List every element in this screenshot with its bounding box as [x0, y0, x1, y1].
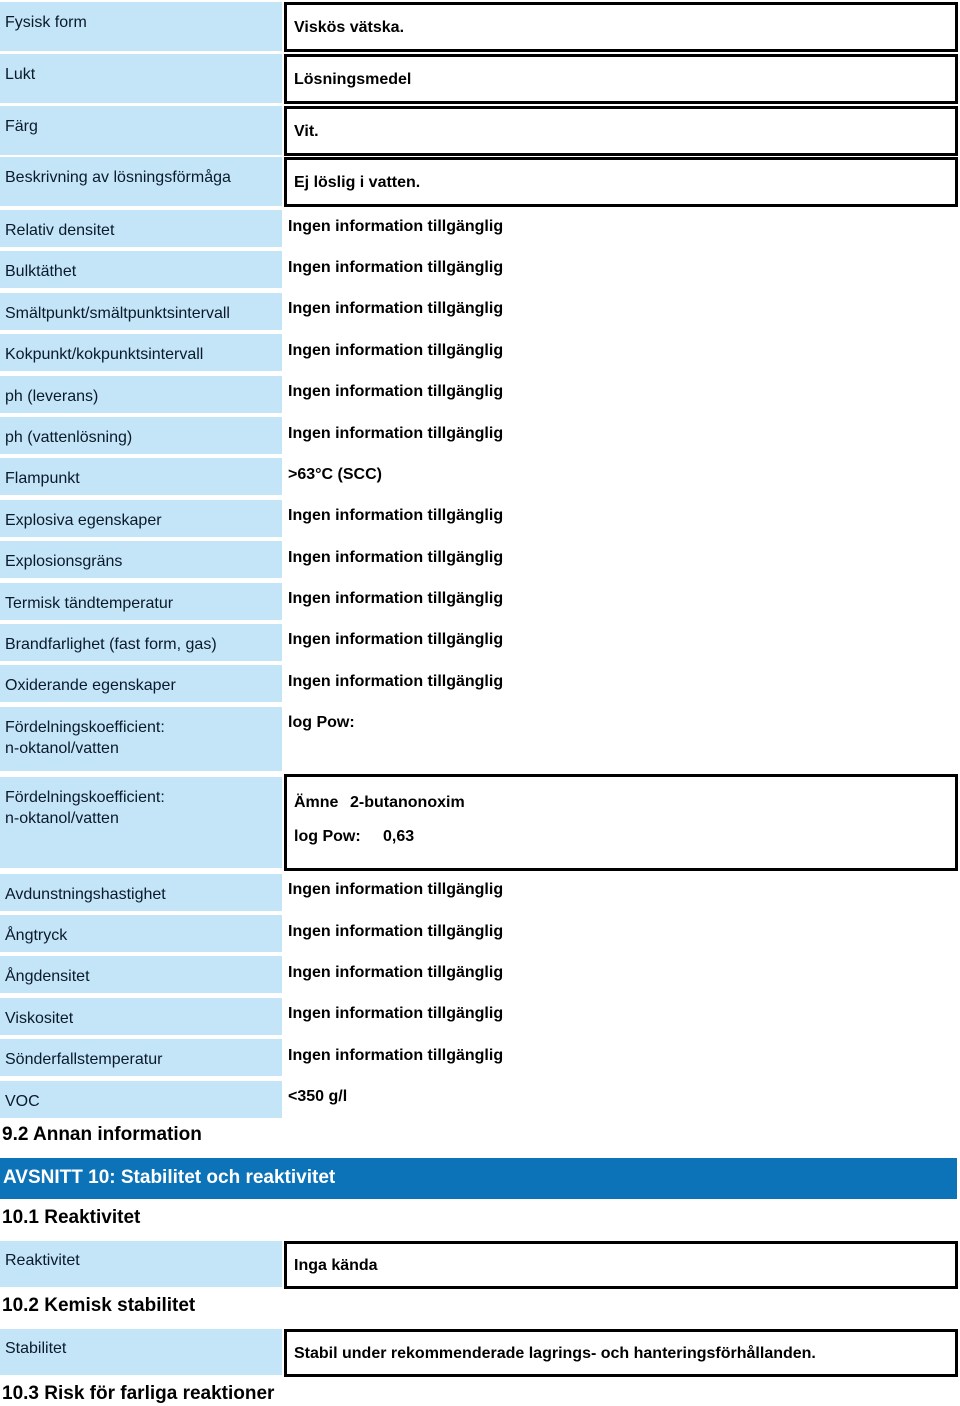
value-ph-solution: Ingen information tillgänglig	[288, 425, 504, 442]
value-reactivity: Inga kända	[284, 1241, 958, 1289]
label-physical-form: Fysisk form	[0, 2, 282, 51]
value-boiling-point: Ingen information tillgänglig	[288, 342, 504, 359]
value-flash-point: >63°C (SCC)	[288, 466, 382, 483]
value-decomposition-temp: Ingen information tillgänglig	[288, 1047, 504, 1064]
value-explosive-properties: Ingen information tillgänglig	[288, 507, 504, 524]
label-relative-density: Relativ densitet	[0, 210, 282, 247]
label-evaporation-rate: Avdunstningshastighet	[0, 874, 282, 911]
value-explosion-limit: Ingen information tillgänglig	[288, 549, 504, 566]
value-autoignition: Ingen information tillgänglig	[288, 590, 504, 607]
substance-value: 2-butanonoxim	[350, 794, 465, 811]
heading-10-3: 10.3 Risk för farliga reaktioner	[2, 1383, 275, 1404]
value-partition-logpow: log Pow:	[288, 714, 355, 731]
partition-substance-box	[284, 774, 958, 871]
section-10-banner: AVSNITT 10: Stabilitet och reaktivitet	[0, 1158, 957, 1199]
label-voc: VOC	[0, 1081, 282, 1118]
label-explosion-limit: Explosionsgräns	[0, 541, 282, 578]
label-flammability: Brandfarlighet (fast form, gas)	[0, 624, 282, 661]
logpow-value: 0,63	[383, 828, 415, 845]
heading-10-2: 10.2 Kemisk stabilitet	[2, 1295, 196, 1316]
value-physical-form: Viskös vätska.	[284, 2, 958, 52]
label-melting-point: Smältpunkt/smältpunktsintervall	[0, 293, 282, 330]
value-stability: Stabil under rekommenderade lagrings- och hanteringsförhållanden.	[284, 1329, 958, 1377]
heading-9-2: 9.2 Annan information	[2, 1124, 202, 1145]
label-partition-line1: Fördelningskoefficient:	[5, 719, 165, 736]
value-voc: <350 g/l	[288, 1088, 348, 1105]
value-melting-point: Ingen information tillgänglig	[288, 300, 504, 317]
label-explosive-properties: Explosiva egenskaper	[0, 500, 282, 537]
label-partition-coefficient-1	[0, 707, 282, 771]
label-flash-point: Flampunkt	[0, 458, 282, 495]
label-solubility: Beskrivning av lösningsförmåga	[0, 157, 282, 206]
value-vapor-pressure: Ingen information tillgänglig	[288, 923, 504, 940]
value-color: Vit.	[284, 106, 958, 156]
label-bulk-density: Bulktäthet	[0, 251, 282, 288]
value-evaporation-rate: Ingen information tillgänglig	[288, 881, 504, 898]
label-partition2-line2: n-oktanol/vatten	[5, 810, 119, 827]
value-oxidizing: Ingen information tillgänglig	[288, 673, 504, 690]
value-flammability: Ingen information tillgänglig	[288, 631, 504, 648]
value-solubility: Ej löslig i vatten.	[284, 157, 958, 207]
label-oxidizing: Oxiderande egenskaper	[0, 665, 282, 702]
label-partition-coefficient-2	[0, 777, 282, 868]
label-ph-solution: ph (vattenlösning)	[0, 417, 282, 454]
label-odor: Lukt	[0, 54, 282, 103]
value-vapor-density: Ingen information tillgänglig	[288, 964, 504, 981]
label-autoignition: Termisk tändtemperatur	[0, 583, 282, 620]
heading-10-1: 10.1 Reaktivitet	[2, 1207, 141, 1228]
label-boiling-point: Kokpunkt/kokpunktsintervall	[0, 334, 282, 371]
value-odor: Lösningsmedel	[284, 54, 958, 104]
label-vapor-pressure: Ångtryck	[0, 915, 282, 952]
substance-key: Ämne	[294, 794, 339, 811]
label-partition-line2: n-oktanol/vatten	[5, 740, 119, 757]
logpow-key: log Pow:	[294, 828, 361, 845]
value-bulk-density: Ingen information tillgänglig	[288, 259, 504, 276]
label-viscosity: Viskositet	[0, 998, 282, 1035]
label-partition2-line1: Fördelningskoefficient:	[5, 789, 165, 806]
label-ph-delivery: ph (leverans)	[0, 376, 282, 413]
value-relative-density: Ingen information tillgänglig	[288, 218, 504, 235]
label-vapor-density: Ångdensitet	[0, 956, 282, 993]
label-color: Färg	[0, 106, 282, 155]
label-decomposition-temp: Sönderfallstemperatur	[0, 1039, 282, 1076]
value-viscosity: Ingen information tillgänglig	[288, 1005, 504, 1022]
label-stability: Stabilitet	[0, 1329, 282, 1375]
label-reactivity: Reaktivitet	[0, 1241, 282, 1287]
value-ph-delivery: Ingen information tillgänglig	[288, 383, 504, 400]
